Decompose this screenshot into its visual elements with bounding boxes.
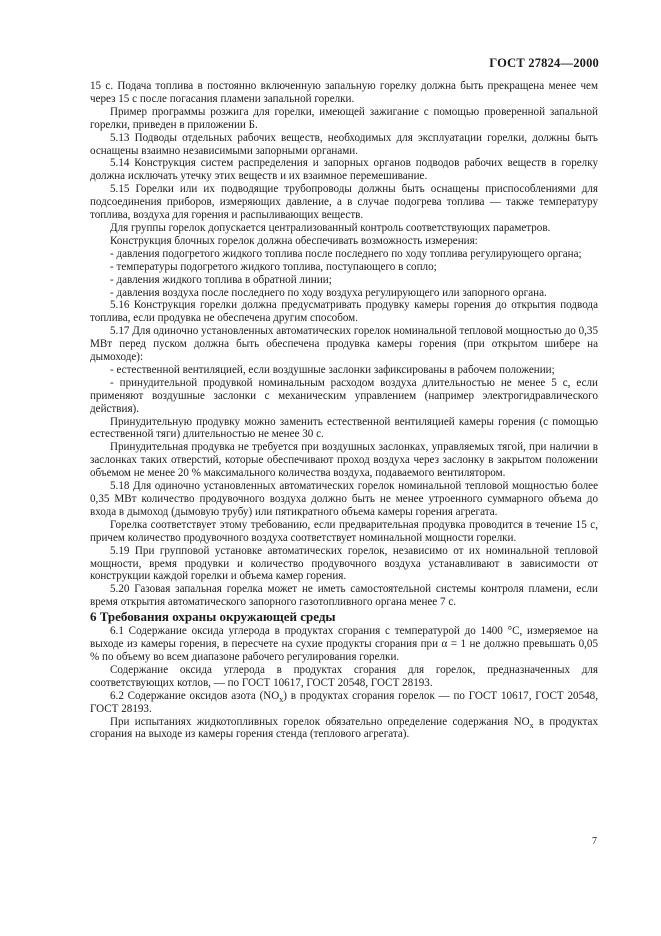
paragraph-text-part: При испытаниях жидкотопливных горелок обязательно определение содержания NO — [110, 715, 530, 728]
paragraph: Для группы горелок допускается централизованный контроль соответствующих параметров. — [110, 221, 551, 234]
paragraph: 5.18 Для одиночно установленных автоматических горелок номинальной тепловой мощностью более 0,35 МВт количество продувочного воздуха должно быть не менее утроенного суммарного объема до входа в дымоход (дымовую трубу) или пятикратного объема камеры горения агрегата. — [90, 480, 598, 518]
document-body — [90, 80, 598, 741]
paragraph-text-part: 6.2 Содержание оксидов азота (NO — [110, 689, 280, 702]
paragraph-text-part: в продуктах сгорания на выходе из камеры горения стенда (теплового агрегата). — [90, 715, 598, 741]
paragraph: Принудительную продувку можно заменить естественной вентиляцией камеры горения (с помощью естественной тяги) длительностью не менее 30 с. — [90, 415, 598, 441]
paragraph: - давления подогретого жидкого топлива после последнего по ходу топлива регулирующего органа; — [110, 247, 582, 260]
paragraph: 5.15 Горелки или их подводящие трубопроводы должны быть оснащены приспособлениями для подсоединения приборов, измеряющих давление, а в случае подогрева топлива — также температуру топлива, воздуха для горения и распыливающих веществ. — [90, 183, 598, 222]
paragraph: - давления жидкого топлива в обратной линии; — [110, 273, 332, 286]
standard-number-header: ГОСТ 27824—2000 — [489, 56, 599, 70]
subscript: x — [529, 720, 534, 730]
paragraph-text-part: ) в продуктах сгорания горелок — по ГОСТ 10617, ГОСТ 20548, ГОСТ 28193. — [90, 689, 598, 715]
paragraph: 5.19 При групповой установке автоматических горелок, независимо от их номинальной тепловой мощности, время продувки и количество продувочного воздуха устанавливают в зависимости от конструкции каждой горелки и объема камер горения. — [90, 544, 598, 583]
paragraph: 5.17 Для одиночно установленных автоматических горелок номинальной тепловой мощностью до 0,35 МВт перед пуском должна быть обеспечена продувка камеры горения (при открытом шибере на дымоходе): — [90, 325, 598, 364]
paragraph: 5.14 Конструкция систем распределения и запорных органов подводов рабочих веществ в горелку должна исключать утечку этих веществ и их взаимное перемешивание. — [90, 157, 598, 183]
paragraph: - принудительной продувкой номинальным расходом воздуха длительностью не менее 5 с, если применяют воздушные заслонки с механическим управлением (например электрогидравлического действия). — [90, 376, 598, 415]
section-paragraph — [90, 716, 598, 742]
paragraph: - давления воздуха после последнего по ходу воздуха регулирующего или запорного органа. — [110, 286, 547, 299]
paragraph: - температуры подогретого жидкого топлива, поступающего в сопло; — [110, 260, 437, 273]
paragraph: Принудительная продувка не требуется при воздушных заслонках, управляемых тягой, при наличии в заслонках таких отверстий, которые обеспечивают проход воздуха через заслонку в закрытом положении объемом не менее 20 % максимального количества воздуха, подаваемого вентилятором. — [90, 441, 598, 480]
paragraph: Конструкция блочных горелок должна обеспечивать возможность измерения: — [110, 234, 478, 247]
paragraph: 5.20 Газовая запальная горелка может не иметь самостоятельной системы контроля пламени, если время открытия автоматического запорного газотопливного органа менее 7 с. — [90, 583, 598, 609]
paragraph: Пример программы розжига для горелки, имеющей зажигание с помощью проверенной запальной горелки, приведен в приложении Б. — [90, 105, 598, 131]
section-title: 6 Требования охраны окружающей среды — [90, 609, 336, 625]
page-number: 7 — [592, 836, 597, 847]
section-paragraph: Содержание оксида углерода в продуктах сгорания для горелок, предназначенных для соответствующих котлов, — по ГОСТ 10617, ГОСТ 20548, ГОСТ 28193. — [90, 663, 598, 689]
section-paragraph — [90, 690, 598, 716]
section-paragraph-list — [90, 625, 598, 741]
paragraph: 5.13 Подводы отдельных рабочих веществ, необходимых для эксплуатации горелки, должны быть оснащены взаимно независимыми запорными органами. — [90, 131, 598, 157]
paragraph: - естественной вентиляцией, если воздушные заслонки зафиксированы в рабочем положении; — [110, 363, 555, 376]
paragraph: 5.16 Конструкция горелки должна предусматривать продувку камеры горения до открытия подвода топлива, если продувка не обеспечена другим способом. — [90, 299, 598, 325]
paragraph: Горелка соответствует этому требованию, если предварительная продувка проводится в течение 15 с, причем количество продувочного воздуха соответствует номинальной мощности горелки. — [90, 518, 598, 544]
subscript: x — [279, 694, 284, 704]
paragraph: 15 с. Подача топлива в постоянно включенную запальную горелку должна быть прекращена менее чем через 15 с после погасания пламени запальной горелки. — [90, 80, 598, 105]
paragraph-list — [90, 80, 598, 609]
section-paragraph: 6.1 Содержание оксида углерода в продуктах сгорания с температурой до 1400 °С, измеряемое на выходе из камеры горения, в пересчете на сухие продукты сгорания при α = 1 не должно превышать 0,05 % по объему во всем диапазоне рабочего регулирования горелки. — [90, 625, 598, 663]
